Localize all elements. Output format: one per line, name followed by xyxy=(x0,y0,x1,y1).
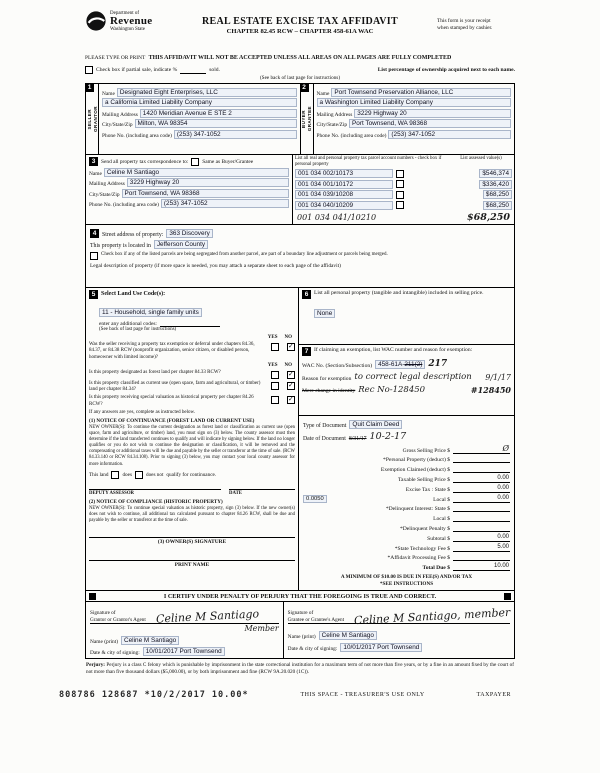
grantee-signature-label xyxy=(288,610,352,623)
money-label: *Affidavit Processing Fee $ xyxy=(387,555,450,562)
corr-csz-field[interactable]: Port Townsend, WA 98368 xyxy=(122,189,289,198)
historic-no-checkbox[interactable] xyxy=(287,396,295,404)
grantor-print-label: Name (print) xyxy=(90,638,118,645)
deputy-assessor-row xyxy=(89,489,295,496)
buyer-mailing-label: Mailing Address xyxy=(316,111,353,118)
section-6-number: 6 xyxy=(302,290,311,299)
wac-handwritten: 217 xyxy=(428,358,448,369)
parcel-row xyxy=(295,169,512,178)
section-3-number: 3 xyxy=(89,157,98,166)
buyer-phone-field[interactable]: (253) 347-1052 xyxy=(388,130,511,139)
seller-side-label-2: GRANTOR xyxy=(92,106,98,132)
receipt-line1: This form is your receipt xyxy=(437,18,491,24)
section-5-number: 5 xyxy=(89,290,98,299)
buyer-side-label-1: BUYER xyxy=(301,109,306,129)
revenue-logo-text xyxy=(110,11,152,32)
current-use-question: Is this property classified as current use (open space, farm and agricultural, or timber) land per chapter 84.34? xyxy=(89,380,261,393)
money-value[interactable]: 10.00 xyxy=(453,563,510,571)
rec-no-handwritten: Rec No-128450 xyxy=(358,384,426,395)
land-use-code-field[interactable]: 11 - Household, single family units xyxy=(99,308,202,317)
treasurer-space-label: THIS SPACE - TREASURER'S USE ONLY xyxy=(300,692,425,699)
money-value[interactable]: 0.00 xyxy=(453,534,510,542)
section-2-number: 2 xyxy=(300,83,309,92)
deputy-date-label: DATE xyxy=(229,489,295,496)
money-row xyxy=(303,514,510,522)
corr-phone-field[interactable]: (253) 347-1052 xyxy=(161,199,289,208)
taxpayer-label: TAXPAYER xyxy=(476,692,511,699)
buyer-name-field[interactable]: Port Townsend Preservation Alliance, LLC xyxy=(331,88,511,97)
seller-fields xyxy=(99,84,300,154)
assessed-value-field[interactable]: $68,250 xyxy=(483,190,512,199)
minimum-due-note: A MINIMUM OF $10.00 IS DUE IN FEE(S) AND/OR TAX xyxy=(340,574,473,581)
send-correspondence-label: Send all property tax correspondence to: xyxy=(101,158,189,165)
tax-column xyxy=(299,288,514,590)
logo-state: Washington State xyxy=(110,26,146,32)
grantor-date-label: Date & city of signing: xyxy=(90,650,140,657)
money-value[interactable] xyxy=(453,553,510,561)
buyer-csz-field[interactable]: Port Townsend, WA 98368 xyxy=(349,119,511,128)
buyer-fields xyxy=(314,84,515,154)
wac-label: WAC No. (Section/Subsection) xyxy=(302,362,373,369)
parcel-number-field[interactable]: 001 034 002/10173 xyxy=(295,169,393,178)
partial-sale-label: Check box if partial sale, indicate % xyxy=(96,67,178,73)
yes-header: YES xyxy=(267,335,278,341)
grantee-date-label: Date & city of signing: xyxy=(287,645,338,652)
assessed-value-field[interactable]: $68,250 xyxy=(483,201,512,210)
money-value[interactable]: 0.00 xyxy=(453,485,510,493)
money-label: *Delinquent Penalty $ xyxy=(399,526,450,533)
money-label: *Personal Property (deduct) $ xyxy=(383,457,450,464)
seller-box xyxy=(86,84,301,154)
local-rate-field[interactable]: 0.0050 xyxy=(303,495,327,503)
money-row xyxy=(303,534,510,542)
assessed-values-header: List assessed value(s) xyxy=(460,156,502,161)
money-label: Subtotal $ xyxy=(427,535,450,542)
personal-property-checkbox[interactable] xyxy=(396,201,404,209)
segregated-checkbox[interactable] xyxy=(90,252,98,260)
parcel-number-field[interactable]: 001 034 039/10208 xyxy=(295,190,393,199)
corr-mailing-field[interactable]: 3229 Highway 20 xyxy=(127,178,289,187)
qualify-label: qualify for continuance. xyxy=(166,471,217,478)
seller-csz-field[interactable]: Milton, WA 98354 xyxy=(135,119,297,128)
exemption-claim-label: If claiming an exemption, list WAC number and reason for exemption: xyxy=(314,346,473,353)
acceptance-warning: THIS AFFIDAVIT WILL NOT BE ACCEPTED UNLESS ALL AREAS ON ALL PAGES ARE FULLY COMPLETED xyxy=(148,55,452,61)
correspondence-box xyxy=(86,155,293,224)
handwritten-parcel-row xyxy=(295,212,512,223)
print-name-line[interactable]: PRINT NAME xyxy=(89,560,295,570)
does-label: does xyxy=(122,471,132,478)
exemption-section xyxy=(299,344,514,415)
partial-sale-sold-label: sold. xyxy=(209,67,220,73)
correspondence-parcels-section xyxy=(85,155,515,225)
located-in-label: This property is located in xyxy=(90,242,151,249)
owners-signature-line[interactable]: (3) OWNER(S) SIGNATURE xyxy=(89,537,295,547)
money-row xyxy=(303,444,510,454)
same-as-buyer-label: Same as Buyer/Grantee xyxy=(202,158,254,165)
money-value[interactable] xyxy=(453,455,510,463)
money-row xyxy=(303,563,510,571)
buyer-mailing-field[interactable]: 3229 Highway 20 xyxy=(354,109,511,118)
see-instructions-note: *SEE INSTRUCTIONS xyxy=(379,581,434,588)
assessed-value-field[interactable]: $336,420 xyxy=(479,180,512,189)
seller-name-field[interactable]: Designated Eight Enterprises, LLC xyxy=(117,88,297,97)
personal-property-checkbox[interactable] xyxy=(396,170,404,178)
type-of-document-label: Type of Document xyxy=(303,422,347,429)
partial-sale-checkbox[interactable] xyxy=(85,66,93,74)
grantee-print-name-field[interactable]: Celine M Santiago xyxy=(319,631,377,640)
land-use-see-back: (See back of last page for instructions) xyxy=(99,326,177,332)
personal-property-checkbox[interactable] xyxy=(396,191,404,199)
perjury-label: Perjury: xyxy=(86,662,106,669)
grantee-signature-col xyxy=(284,602,514,658)
money-row xyxy=(303,504,510,512)
yes-header-2: YES xyxy=(267,362,278,368)
middle-section xyxy=(85,288,515,591)
money-label: *State Technology Fee $ xyxy=(394,545,450,552)
logo-dept-line: Department of xyxy=(110,10,140,16)
corr-name-field[interactable]: Celine M Santiago xyxy=(104,168,289,177)
grantor-print-name-field[interactable]: Celine M Santiago xyxy=(121,636,179,645)
certify-right-block xyxy=(504,593,511,600)
deferral-no-checkbox[interactable] xyxy=(287,343,295,351)
wac-prefix: 458-61A- xyxy=(378,360,405,368)
historic-question: Is this property receiving special valuation as historical property per chapter 84.26 RCW? xyxy=(89,395,254,407)
date-handwritten: 9/1/17 xyxy=(485,372,511,382)
mere-change-struck: Mere change in identity xyxy=(302,387,356,394)
grantor-signature-label-2: Grantor or Grantor's Agent xyxy=(90,616,146,623)
cashier-stamp: 808786 128687 *10/2/2017 10.00* xyxy=(59,690,249,701)
buyer-name-label: Name xyxy=(316,90,330,97)
money-label: *Delinquent Interest: State $ xyxy=(385,506,450,513)
notice1-body: NEW OWNER(S): To continue the current designation as forest land or classification as current use (open space, farm and agriculture, or timber) land, you must sign on (3) below. The county assessor must then determine if the land transferred continues to qualify and will indicate by signing below. If the land no longer qualifies or you do not wish to continue the designation or classification, it will be removed and the compensating or additional taxes will be due and payable by the seller or transferor at the time of sale. (RCW 84.33.140 or RCW 84.34.108). Prior to signing (3) below, you may contact your local county assessor for more information. xyxy=(89,424,295,467)
seller-entity-field[interactable]: a California Limited Liability Company xyxy=(102,98,297,107)
historic-yes-checkbox[interactable] xyxy=(271,396,279,404)
money-label: Total Due $ xyxy=(422,565,450,572)
date-handwritten-value: 10-2-17 xyxy=(369,430,407,442)
money-label: Local $ xyxy=(433,516,450,523)
buyer-phone-label: Phone No. (including area code) xyxy=(316,132,387,139)
buyer-csz-label: City/State/Zip xyxy=(316,122,348,128)
warning-line xyxy=(85,55,515,63)
does-not-checkbox[interactable] xyxy=(135,471,143,479)
notice2-title: (2) NOTICE OF COMPLIANCE (HISTORIC PROPERTY) xyxy=(89,498,223,505)
reason-handwritten: to correct legal description xyxy=(354,371,472,382)
money-value[interactable] xyxy=(453,444,510,454)
grantee-signature-label-1: Signature of xyxy=(287,610,314,617)
money-row xyxy=(303,465,510,473)
seller-csz-label: City/State/Zip xyxy=(102,122,133,128)
deferral-question-row xyxy=(89,342,295,361)
current-use-question-row xyxy=(89,381,295,394)
personal-property-label: List all personal property (tangible and intangible) included in selling price. xyxy=(314,289,484,296)
receipt-note xyxy=(437,18,515,32)
personal-property-checkbox[interactable] xyxy=(396,180,404,188)
grantee-date-field[interactable]: 10/01/2017 Port Townsend xyxy=(340,643,422,652)
personal-property-field[interactable]: None xyxy=(314,309,335,318)
buyer-box xyxy=(301,84,515,154)
county-field[interactable]: Jefferson County xyxy=(154,240,208,249)
street-address-field[interactable]: 363 Discovery xyxy=(166,229,213,238)
receipt-line2: when stamped by cashier. xyxy=(437,25,493,32)
legal-description-label: Legal description of property (if more space is needed, you may attach a separate sheet to each page of the affidavit) xyxy=(90,262,341,269)
assessed-value-field[interactable]: $546,374 xyxy=(479,169,512,178)
money-label: Taxable Selling Price $ xyxy=(398,477,450,484)
grantor-title-handwritten: Member xyxy=(244,624,279,634)
parcel-table xyxy=(293,155,514,224)
qualify-line xyxy=(89,471,295,479)
seller-side-strip xyxy=(86,84,99,154)
money-row xyxy=(303,553,510,561)
money-label: Local $ xyxy=(433,496,450,503)
ownership-note: List percentage of ownership acquired next to each name. xyxy=(377,67,515,73)
money-row xyxy=(303,485,510,493)
no-header-2: NO xyxy=(284,362,292,368)
does-checkbox[interactable] xyxy=(111,471,119,479)
deferral-yes-checkbox[interactable] xyxy=(271,343,279,351)
parties-section xyxy=(85,83,515,155)
parcel-number-field[interactable]: 001 034 001/10172 xyxy=(295,180,393,189)
current-use-yes-checkbox[interactable] xyxy=(271,382,279,390)
money-value[interactable] xyxy=(453,465,510,473)
footer-row xyxy=(59,690,515,701)
money-row xyxy=(303,455,510,463)
no-header: NO xyxy=(284,335,292,341)
money-label: Exemption Claimed (deduct) $ xyxy=(380,467,450,474)
section-1-number: 1 xyxy=(85,83,94,92)
historic-question-row xyxy=(89,395,295,408)
seller-phone-label: Phone No. (including area code) xyxy=(102,132,172,139)
deputy-assessor-label: DEPUTY ASSESSOR xyxy=(89,489,221,496)
buyer-side-label-2: GRANTEE xyxy=(307,106,312,132)
personal-property-section xyxy=(299,288,514,344)
same-as-buyer-checkbox[interactable] xyxy=(191,158,199,166)
forest-question-row xyxy=(89,370,295,379)
chapter-line: CHAPTER 82.45 RCW – CHAPTER 458-61A WAC xyxy=(226,28,374,35)
money-row xyxy=(303,475,510,483)
money-value[interactable]: 0.00 xyxy=(453,475,510,483)
revenue-logo-icon xyxy=(85,10,107,32)
money-row xyxy=(303,544,510,552)
parcel-row xyxy=(295,201,512,210)
notice1-title: (1) NOTICE OF CONTINUANCE (FOREST LAND OR CURRENT USE) xyxy=(89,417,255,424)
reason-label: Reason for exemption xyxy=(302,375,352,382)
forest-question: Is this property designated as forest land per chapter 84.33 RCW? xyxy=(89,369,221,375)
if-yes-note: If any answers are yes, complete as instructed below. xyxy=(89,409,196,415)
buyer-side-strip xyxy=(301,84,314,154)
parcel-numbers-header: List all real and personal property tax parcel account numbers - check box if personal property xyxy=(295,156,442,167)
certification-text: I CERTIFY UNDER PENALTY OF PERJURY THAT THE FOREGOING IS TRUE AND CORRECT. xyxy=(163,592,437,600)
date-struck: 8/31/17 xyxy=(348,435,367,442)
form-header xyxy=(85,8,515,52)
grantee-signature-handwritten[interactable]: Celine M Santiago, member xyxy=(353,606,511,628)
additional-codes-label: enter any additional codes: xyxy=(99,320,157,327)
seller-phone-field[interactable]: (253) 347-1052 xyxy=(174,130,297,139)
grantor-signature-label xyxy=(90,610,154,623)
type-of-document-field[interactable]: Quit Claim Deed xyxy=(349,420,402,429)
segregated-label: Check box if any of the listed parcels are being segregated from another parcel, are part of a boundary line adjustment or parcels being merged. xyxy=(101,251,388,257)
seller-side-label-1: SELLER xyxy=(86,108,92,130)
parcel-number-field[interactable]: 001 034 040/10209 xyxy=(295,201,393,210)
hash-handwritten: #128450 xyxy=(470,384,511,395)
corr-mailing-label: Mailing Address xyxy=(89,181,125,187)
partial-sale-line xyxy=(85,66,515,74)
money-row xyxy=(303,524,510,532)
additional-codes-blank[interactable] xyxy=(160,320,220,327)
see-back-note: (See back of last page for instructions) xyxy=(259,75,341,81)
corr-csz-label: City/State/Zip xyxy=(89,191,120,198)
this-land-label: This land xyxy=(89,471,109,478)
grantor-signature-label-1: Signature of xyxy=(90,610,116,617)
wac-number-field[interactable] xyxy=(375,360,425,369)
buyer-entity-field[interactable]: a Washington Limited Liability Company xyxy=(317,98,512,107)
forest-yes-checkbox[interactable] xyxy=(271,371,279,379)
section-4-number: 4 xyxy=(90,229,99,238)
section-7-number: 7 xyxy=(302,347,311,356)
wac-struck: 211(2) xyxy=(404,360,423,368)
land-use-label: Select Land Use Code(s): xyxy=(101,291,166,298)
money-row xyxy=(303,495,510,503)
form-title: REAL ESTATE EXCISE TAX AFFIDAVIT xyxy=(202,16,398,27)
revenue-logo xyxy=(85,10,152,32)
corr-phone-label: Phone No. (including area code) xyxy=(89,202,159,208)
certify-left-block xyxy=(89,593,96,600)
seller-mailing-label: Mailing Address xyxy=(102,111,138,118)
grantor-signature-col xyxy=(86,602,284,658)
money-label: Excise Tax : State $ xyxy=(405,486,450,493)
parcel-row xyxy=(295,180,512,189)
notice2-body: NEW OWNER(S): To continue special valuation as historic property, sign (3) below. If the new owner(s) does not wish to continue, all additional tax calculated pursuant to chapter 84.26 RCW, shall be due and payable by the seller or transferor at the time of sale. xyxy=(89,505,295,523)
affidavit-form xyxy=(59,8,515,701)
does-not-label: does not xyxy=(145,471,164,478)
corr-name-label: Name xyxy=(89,170,102,177)
money-value[interactable] xyxy=(453,514,510,522)
land-use-column xyxy=(86,288,299,590)
signatures-section xyxy=(85,602,515,659)
seller-name-label: Name xyxy=(102,90,115,97)
logo-revenue: Revenue xyxy=(110,14,153,27)
date-of-document-label: Date of Document xyxy=(303,435,346,442)
partial-sale-percent-blank[interactable] xyxy=(180,67,206,74)
grantor-signature-handwritten[interactable]: Celine M Santiago xyxy=(155,607,260,626)
perjury-paragraph xyxy=(85,659,515,676)
money-value[interactable]: 0.00 xyxy=(453,495,510,503)
certification-bar xyxy=(85,591,515,602)
type-or-print-label: PLEASE TYPE OR PRINT xyxy=(85,55,146,61)
street-address-section xyxy=(85,225,515,288)
perjury-text: Perjury is a class C felony which is punishable by imprisonment in the state correctional institution for a maximum term of not more than five years, or by a fine in an amount fixed by the court of not more than five thousand dollars ($5,000.00), or by both imprisonment and fine (RCW 9A.20.020 (1C)). xyxy=(86,662,514,676)
handwritten-assessed-value: $68,250 xyxy=(467,211,510,223)
money-value[interactable]: 5.00 xyxy=(453,544,510,552)
gross-price-handwritten: Ø xyxy=(502,443,509,453)
handwritten-parcel-number: 001 034 041/10210 xyxy=(297,212,377,222)
current-use-no-checkbox[interactable] xyxy=(287,382,295,390)
deferral-question: Was the seller receiving a property tax exemption or deferral under chapters 84.36, 84.37, or 84.38 RCW (nonprofit organization, senior citizen, or disabled person, homeowner with limited income)? xyxy=(89,342,255,360)
grantor-date-field[interactable]: 10/01/2017 Port Townsend xyxy=(143,647,225,656)
street-address-label: Street address of property: xyxy=(102,231,164,238)
grantee-print-label: Name (print) xyxy=(287,634,316,641)
parcel-row xyxy=(295,190,512,199)
forest-no-checkbox[interactable] xyxy=(287,371,295,379)
money-label: Gross Selling Price $ xyxy=(402,447,450,454)
document-section xyxy=(299,415,514,590)
seller-mailing-field[interactable]: 1420 Meridian Avenue E STE 2 xyxy=(140,109,297,118)
grantee-signature-label-2: Grantee or Grantee's Agent xyxy=(287,616,345,623)
money-value[interactable] xyxy=(453,524,510,532)
money-value[interactable] xyxy=(453,504,510,512)
